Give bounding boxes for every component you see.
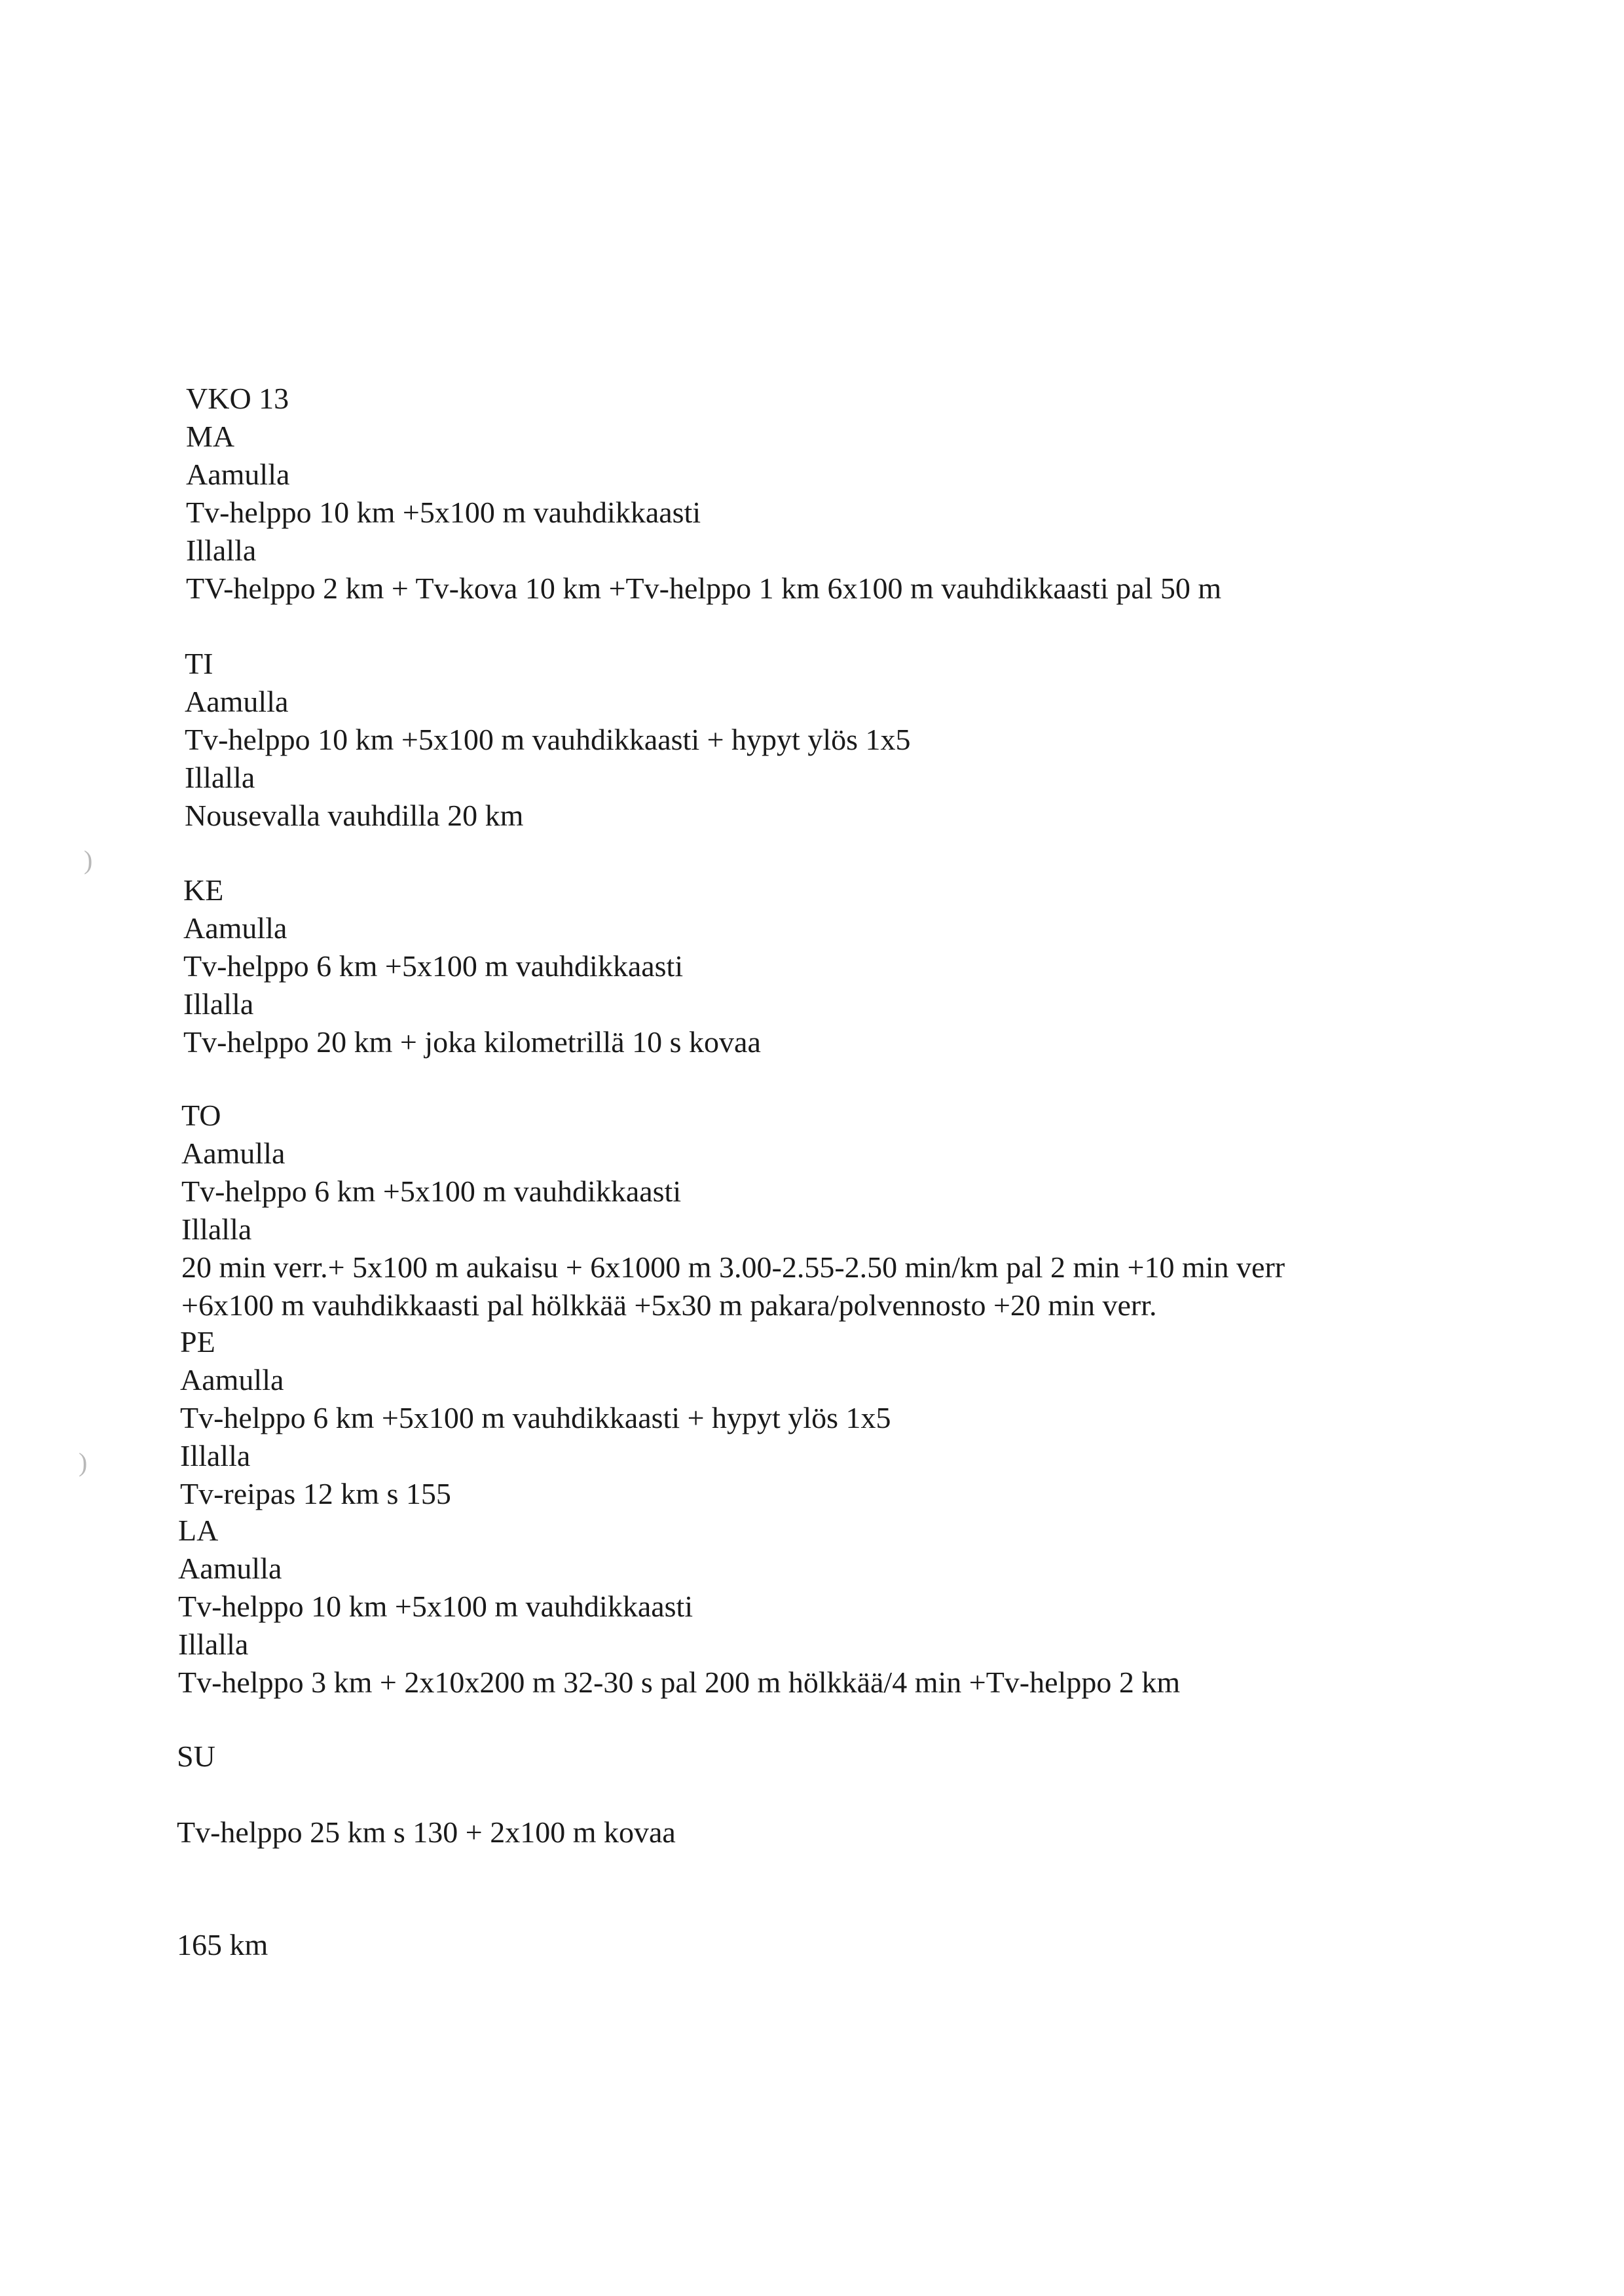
evening-label: Illalla xyxy=(178,1628,249,1661)
morning-session: Tv-helppo 10 km +5x100 m vauhdikkaasti + hypyt ylös 1x5 xyxy=(185,723,911,756)
day-heading-ti: TI xyxy=(185,647,213,680)
week-title: VKO 13 xyxy=(186,382,289,415)
scan-mark: ) xyxy=(79,1448,88,1477)
day-heading-ke: KE xyxy=(183,873,224,907)
evening-label: Illalla xyxy=(180,1439,251,1472)
morning-label: Aamulla xyxy=(183,911,287,945)
evening-label: Illalla xyxy=(181,1212,252,1246)
evening-label: Illalla xyxy=(183,987,254,1021)
day-heading-pe: PE xyxy=(180,1325,215,1358)
morning-session: Tv-helppo 6 km +5x100 m vauhdikkaasti + hypyt ylös 1x5 xyxy=(180,1401,891,1434)
evening-session: TV-helppo 2 km + Tv-kova 10 km +Tv-helppo 1 km 6x100 m vauhdikkaasti pal 50 m xyxy=(186,572,1222,605)
scan-mark: ) xyxy=(84,845,93,875)
morning-session: Tv-helppo 10 km +5x100 m vauhdikkaasti xyxy=(186,496,701,529)
morning-label: Aamulla xyxy=(178,1552,282,1585)
morning-label: Aamulla xyxy=(181,1137,286,1170)
sunday-session: Tv-helppo 25 km s 130 + 2x100 m kovaa xyxy=(177,1815,676,1849)
morning-session: Tv-helppo 6 km +5x100 m vauhdikkaasti xyxy=(183,949,684,983)
evening-label: Illalla xyxy=(186,534,257,567)
evening-session: Tv-helppo 3 km + 2x10x200 m 32-30 s pal 200 m hölkkää/4 min +Tv-helppo 2 km xyxy=(178,1666,1181,1699)
evening-session: 20 min verr.+ 5x100 m aukaisu + 6x1000 m 3.00-2.55-2.50 min/km pal 2 min +10 min verr xyxy=(181,1250,1285,1284)
evening-label: Illalla xyxy=(185,761,255,794)
morning-label: Aamulla xyxy=(185,685,289,718)
morning-label: Aamulla xyxy=(180,1363,284,1396)
morning-label: Aamulla xyxy=(186,458,290,491)
day-heading-ma: MA xyxy=(186,420,235,453)
evening-session: Tv-helppo 20 km + joka kilometrillä 10 s kovaa xyxy=(183,1025,761,1059)
morning-session: Tv-helppo 6 km +5x100 m vauhdikkaasti xyxy=(181,1175,682,1208)
day-heading-la: LA xyxy=(178,1514,219,1547)
day-heading-to: TO xyxy=(181,1099,221,1132)
morning-session: Tv-helppo 10 km +5x100 m vauhdikkaasti xyxy=(178,1590,693,1623)
day-heading-su: SU xyxy=(177,1740,215,1773)
evening-session: Tv-reipas 12 km s 155 xyxy=(180,1477,451,1510)
evening-session: Nousevalla vauhdilla 20 km xyxy=(185,799,524,832)
evening-session: +6x100 m vauhdikkaasti pal hölkkää +5x30 m pakara/polvennosto +20 min verr. xyxy=(181,1288,1157,1322)
weekly-total: 165 km xyxy=(177,1928,268,1961)
